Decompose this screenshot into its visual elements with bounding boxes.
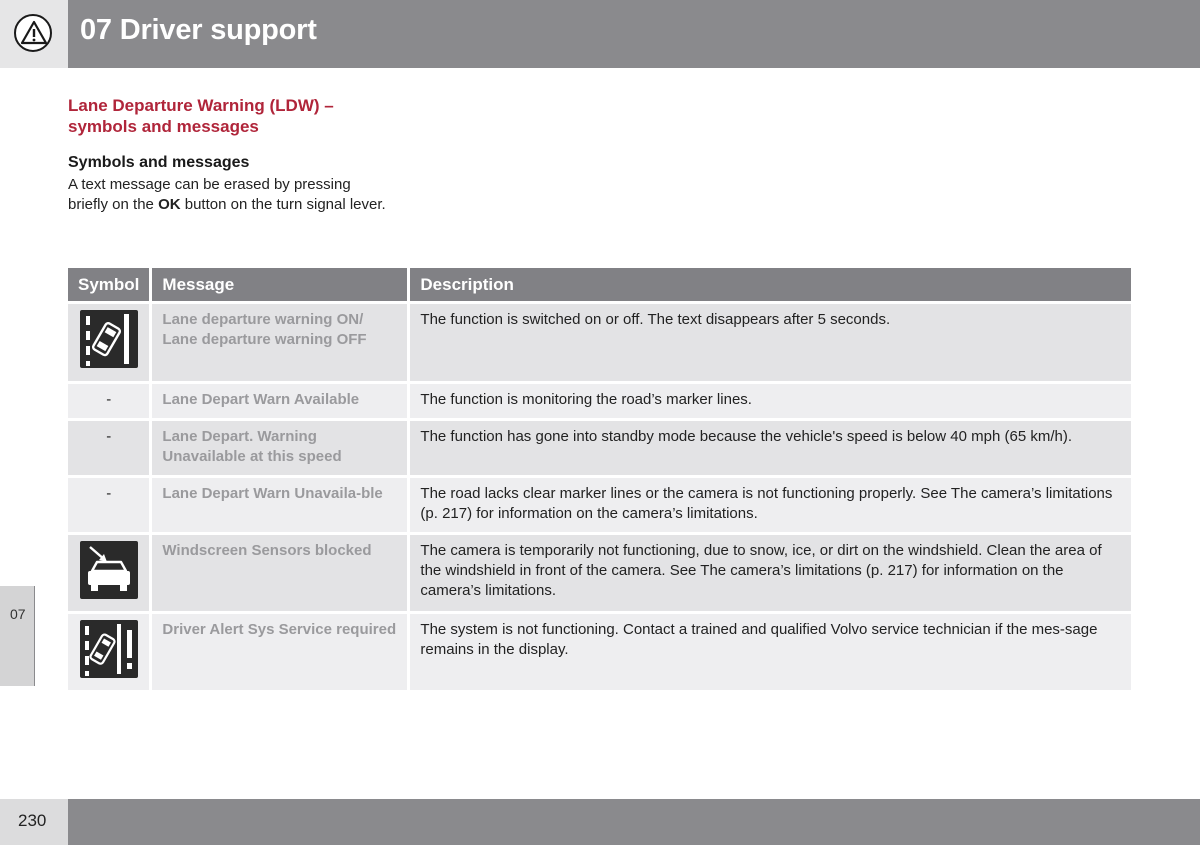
table-row: [68, 418, 1131, 475]
chapter-side-tab-label: 07: [10, 606, 26, 622]
chapter-icon-box: [0, 0, 68, 68]
description-cell: The function is monitoring the road’s marker lines.: [410, 381, 1131, 418]
table-row: [68, 611, 1131, 690]
table-header-row: [68, 268, 1131, 301]
symbol-cell: [68, 611, 152, 690]
description-cell: The function has gone into standby mode because the vehicle's speed is below 40 mph (65 km/h).: [410, 418, 1131, 475]
chapter-side-tab: [0, 586, 35, 686]
lane-departure-service-icon: [80, 620, 138, 678]
table-row: [68, 532, 1131, 611]
symbol-dash: -: [106, 428, 112, 445]
description-cell: The system is not functioning. Contact a trained and qualified Volvo service technician if the mes-sage remains in the display.: [410, 611, 1131, 690]
description-cell: The road lacks clear marker lines or the camera is not functioning properly. See The camera’s limitations (p. 217) for information on the camera’s limitations.: [410, 475, 1131, 532]
column-header-symbol: Symbol: [68, 268, 152, 301]
symbols-messages-table: [68, 268, 1131, 690]
column-header-description: Description: [410, 268, 1131, 301]
description-cell: The camera is temporarily not functioning, due to snow, ice, or dirt on the windshield. Clean the area of the windshield in front of the camera. See The camera’s limitations (p. 217) for information on the camera’s limitations.: [410, 532, 1131, 611]
description-cell: The function is switched on or off. The text disappears after 5 seconds.: [410, 301, 1131, 381]
section-subtitle: Symbols and messages: [68, 154, 250, 171]
footer-bar: [68, 799, 1200, 845]
section-title: Lane Departure Warning (LDW) – symbols and messages: [68, 96, 334, 136]
chapter-title: 07 Driver support: [80, 14, 317, 46]
intro-paragraph: [68, 175, 388, 215]
symbol-cell: [68, 475, 152, 532]
warning-triangle-icon: [6, 6, 62, 62]
table-row: [68, 475, 1131, 532]
message-cell: Windscreen Sensors blocked: [152, 532, 410, 611]
page-number: 230: [18, 811, 47, 830]
table-row: [68, 381, 1131, 418]
intro-ok-bold: OK: [158, 196, 181, 213]
chapter-header: [68, 0, 1200, 68]
intro-text-before: A text message can be erased by pressing briefly on the: [68, 176, 351, 213]
symbol-cell: [68, 418, 152, 475]
table-row: [68, 301, 1131, 381]
intro-text-after: button on the turn signal lever.: [180, 196, 386, 213]
symbol-cell: [68, 532, 152, 611]
windscreen-sensor-icon: [80, 541, 138, 599]
message-cell: Lane departure warning ON/ Lane departure warning OFF: [152, 301, 410, 381]
message-cell: Driver Alert Sys Service required: [152, 611, 410, 690]
message-cell: Lane Depart Warn Unavaila-ble: [152, 475, 410, 532]
column-header-message: Message: [152, 268, 410, 301]
message-cell: Lane Depart Warn Available: [152, 381, 410, 418]
symbol-cell: [68, 301, 152, 381]
symbol-dash: -: [106, 391, 112, 408]
message-cell: Lane Depart. Warning Unavailable at this speed: [152, 418, 410, 475]
symbol-cell: [68, 381, 152, 418]
page-number-box: [0, 799, 68, 845]
lane-departure-icon: [80, 310, 138, 368]
symbol-dash: -: [106, 485, 112, 502]
